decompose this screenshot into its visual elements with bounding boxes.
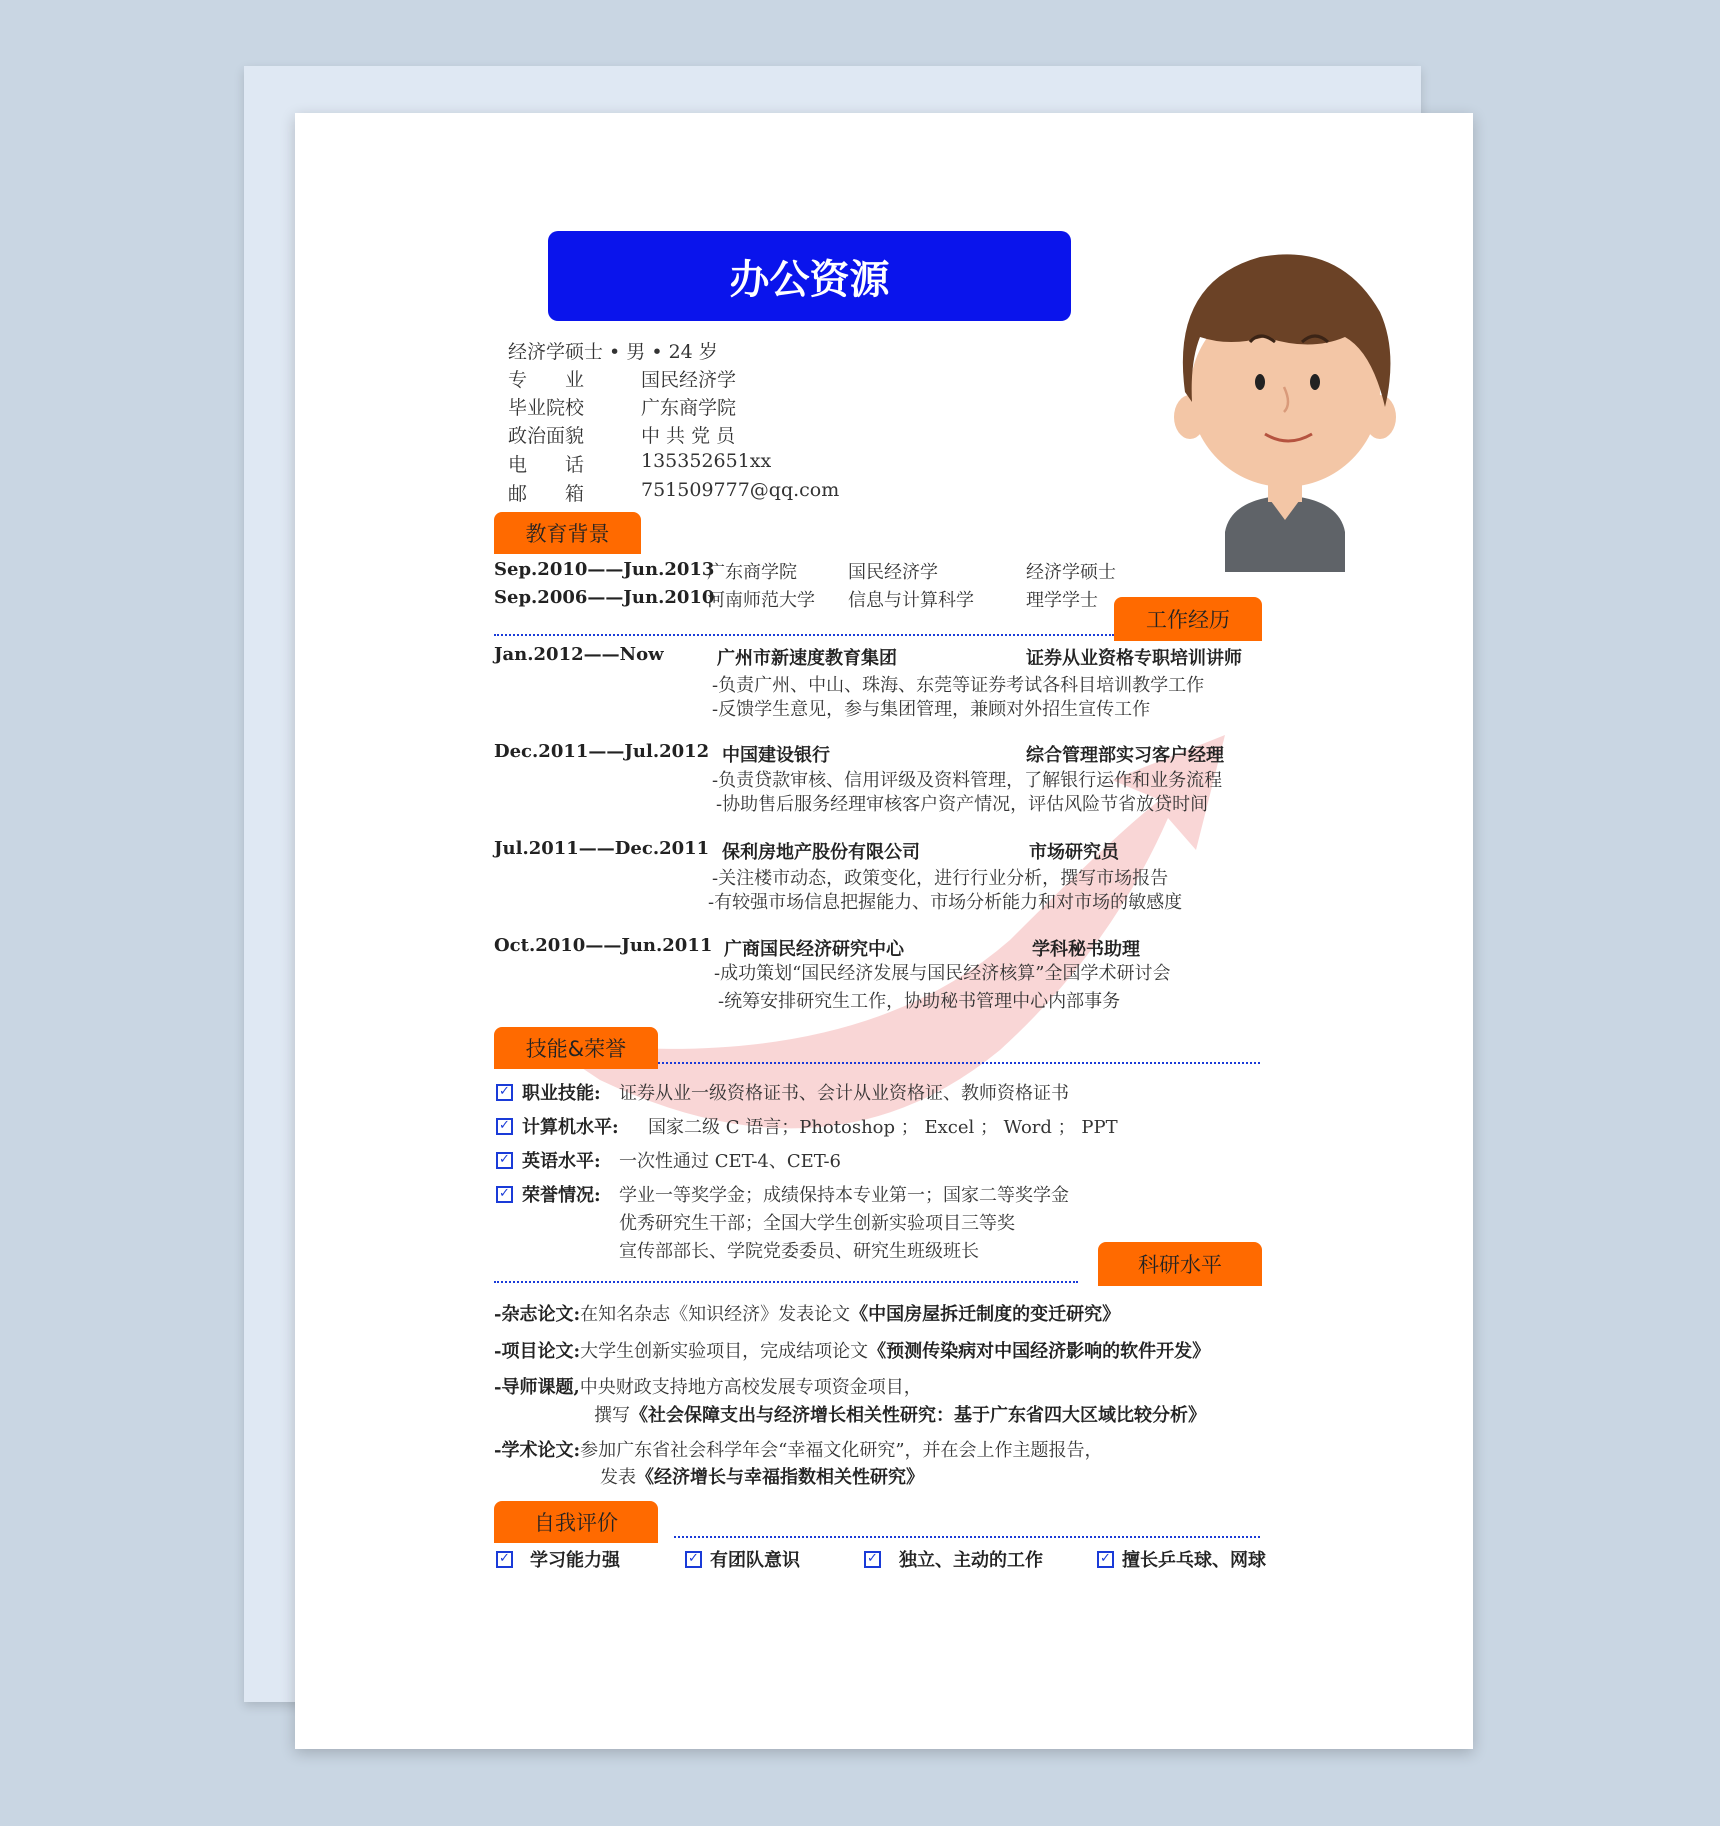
checkbox-icon: ✓ [864,1551,881,1568]
avatar-illustration [1160,242,1410,572]
self-item-label: 擅长乒乓球、网球 [1122,1550,1266,1571]
skill-label: 英语水平: [522,1151,601,1172]
research-title: 《经济增长与幸福指数相关性研究》 [636,1467,924,1488]
work-detail: -反馈学生意见，参与集团管理，兼顾对外招生宣传工作 [712,699,1151,720]
research-item [494,1436,1103,1462]
info-value-email: 751509777@qq.com [641,479,840,501]
work-detail: -协助售后服务经理审核客户资产情况，评估风险节省放贷时间 [716,794,1209,815]
research-label: -杂志论文: [494,1304,581,1325]
section-divider [658,1062,1260,1064]
work-role: 证券从业资格专职培训讲师 [1026,648,1242,669]
research-label: -项目论文: [494,1341,581,1362]
research-text: 参加广东省社会科学年会“幸福文化研究”，并在会上作主题报告， [580,1440,1103,1461]
section-tag-skills: 技能&荣誉 [494,1027,658,1069]
edu-period: Sep.2006——Jun.2010 [494,587,715,608]
checkbox-icon: ✓ [496,1084,513,1101]
info-value-major: 国民经济学 [641,369,737,391]
research-text: 中央财政支持地方高校发展专项资金项目， [579,1377,922,1398]
work-period: Dec.2011——Jul.2012 [494,741,710,762]
info-value-phone: 135352651xx [641,450,772,472]
skill-row [496,1079,513,1101]
basic-headline: 经济学硕士 • 男 • 24 岁 [508,341,718,363]
edu-degree: 经济学硕士 [1026,562,1116,583]
self-item [685,1546,702,1568]
info-label-politics: 政治面貌 [508,425,585,447]
research-text: 撰写 [594,1405,630,1426]
work-role: 市场研究员 [1029,842,1119,863]
research-text: 在知名杂志《知识经济》发表论文 [580,1304,851,1325]
edu-degree: 理学学士 [1026,590,1098,611]
work-detail: -有较强市场信息把握能力、市场分析能力和对市场的敏感度 [708,892,1183,913]
self-item [496,1546,513,1568]
section-tag-self: 自我评价 [494,1501,658,1543]
work-period: Jan.2012——Now [494,644,664,665]
section-divider [494,634,1114,636]
checkbox-icon: ✓ [496,1551,513,1568]
work-org: 广商国民经济研究中心 [724,939,904,960]
edu-school: 广东商学院 [707,562,797,583]
skill-label: 荣誉情况: [522,1185,601,1206]
self-item-label: 学习能力强 [530,1550,620,1571]
self-item [864,1546,881,1568]
checkbox-icon: ✓ [496,1118,513,1135]
section-tag-work: 工作经历 [1114,597,1262,641]
edu-major: 信息与计算科学 [848,590,974,611]
section-divider [674,1536,1260,1538]
research-item [494,1300,1120,1326]
section-tag-research: 科研水平 [1098,1242,1262,1286]
work-detail: -统筹安排研究生工作，协助秘书管理中心内部事务 [718,991,1121,1012]
edu-major: 国民经济学 [848,562,938,583]
work-org: 广州市新速度教育集团 [717,648,897,669]
checkbox-icon: ✓ [496,1152,513,1169]
info-label-school: 毕业院校 [508,397,585,419]
edu-school: 河南师范大学 [707,590,815,611]
skill-value: 证券从业一级资格证书、会计从业资格证、教师资格证书 [619,1083,1069,1104]
info-value-school: 广东商学院 [641,397,737,419]
info-label-email: 邮 箱 [508,483,585,505]
skill-label: 职业技能: [522,1083,601,1104]
skill-value: 学业一等奖学金；成绩保持本专业第一；国家二等奖学金 [619,1185,1069,1206]
research-title: 《中国房屋拆迁制度的变迁研究》 [850,1304,1121,1325]
honor-extra: 宣传部部长、学院党委委员、研究生班级班长 [619,1241,979,1262]
self-item-label: 独立、主动的工作 [899,1550,1043,1571]
work-role: 学科秘书助理 [1032,939,1140,960]
research-title: 《预测传染病对中国经济影响的软件开发》 [868,1341,1211,1362]
research-item [594,1401,1206,1427]
checkbox-icon: ✓ [685,1551,702,1568]
skill-row [496,1113,513,1135]
section-tag-education: 教育背景 [494,512,641,554]
research-text: 大学生创新实验项目，完成结项论文 [580,1341,869,1362]
resume-title: 办公资源 [548,231,1071,321]
work-period: Oct.2010——Jun.2011 [494,935,713,956]
research-title: 《社会保障支出与经济增长相关性研究：基于广东省四大区域比较分析》 [630,1405,1206,1426]
skill-row [496,1147,513,1169]
work-org: 中国建设银行 [722,745,830,766]
research-item [494,1337,1210,1363]
skill-label: 计算机水平: [522,1117,619,1138]
skill-value: 国家二级 C 语言；Photoshop ； Excel ； Word ； PPT [648,1117,1118,1138]
self-item [1097,1546,1114,1568]
research-item [600,1463,924,1489]
work-detail: -负责贷款审核、信用评级及资料管理，了解银行运作和业务流程 [712,770,1223,791]
work-detail: -负责广州、中山、珠海、东莞等证券考试各科目培训教学工作 [712,675,1205,696]
research-label: -导师课题, [494,1377,580,1398]
edu-period: Sep.2010——Jun.2013 [494,559,715,580]
research-item [494,1373,922,1399]
section-divider [494,1281,1078,1283]
checkbox-icon: ✓ [496,1186,513,1203]
work-period: Jul.2011——Dec.2011 [494,838,710,859]
research-text: 发表 [600,1467,636,1488]
info-label-major: 专 业 [508,369,585,391]
work-detail: -成功策划“国民经济发展与国民经济核算”全国学术研讨会 [714,963,1171,984]
info-label-phone: 电 话 [508,454,585,476]
skill-row [496,1181,513,1203]
research-label: -学术论文: [494,1440,581,1461]
checkbox-icon: ✓ [1097,1551,1114,1568]
work-org: 保利房地产股份有限公司 [722,842,920,863]
info-value-politics: 中 共 党 员 [641,425,736,447]
work-detail: -关注楼市动态，政策变化，进行行业分析，撰写市场报告 [712,868,1169,889]
work-role: 综合管理部实习客户经理 [1026,745,1224,766]
honor-extra: 优秀研究生干部；全国大学生创新实验项目三等奖 [619,1213,1015,1234]
skill-value: 一次性通过 CET-4、CET-6 [619,1151,841,1172]
self-item-label: 有团队意识 [710,1550,800,1571]
